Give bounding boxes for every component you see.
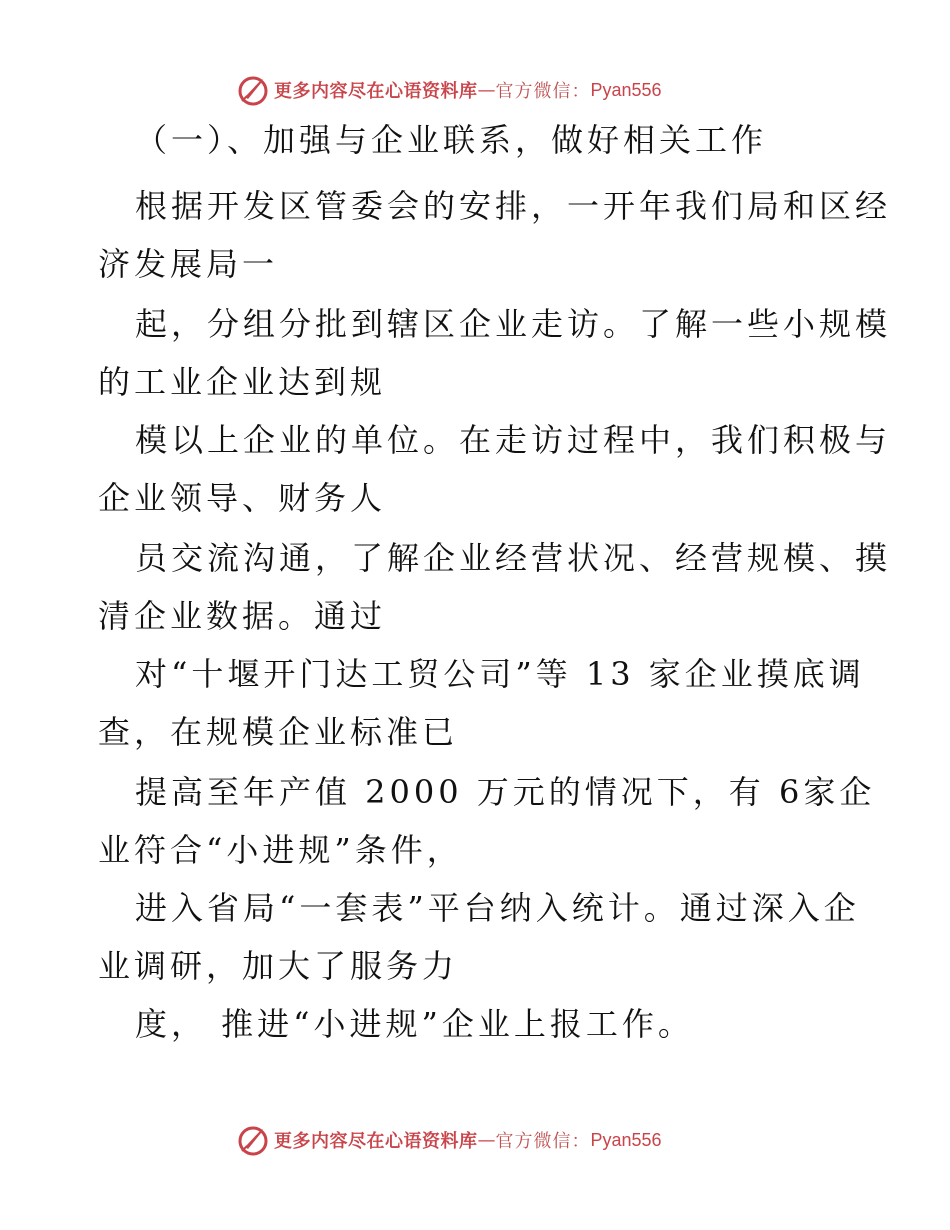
paragraph-line: 业调研，加大了服务力 (98, 947, 459, 985)
paragraph-line: 提高至年产值 2000 万元的情况下，有 6家企 (135, 773, 876, 811)
section-heading: （一）、加强与企业联系，做好相关工作 (135, 121, 768, 159)
footer-brand-text: 更多内容尽在心语资料库 (274, 1131, 478, 1152)
header-wechat-label: 官方微信： (495, 81, 591, 102)
paragraph-line: 清企业数据。通过 (98, 597, 387, 635)
header-banner (0, 70, 950, 110)
paragraph-line: 根据开发区管委会的安排，一开年我们局和区经 (135, 187, 892, 225)
footer-wechat-label: 官方微信： (495, 1131, 591, 1152)
paragraph-line: 进入省局“一套表”平台纳入统计。通过深入企 (135, 889, 860, 927)
footer-wechat-id: Pyan556 (590, 1129, 662, 1150)
header-brand-text: 更多内容尽在心语资料库 (274, 81, 478, 102)
paragraph-line: 查，在规模企业标准已 (98, 713, 459, 751)
paragraph-line: 企业领导、财务人 (98, 479, 387, 517)
paragraph-line: 济发展局一 (98, 245, 279, 283)
paragraph-line: 模以上企业的单位。在走访过程中，我们积极与 (135, 421, 892, 459)
paragraph-line: 的工业企业达到规 (98, 363, 387, 401)
quill-logo-icon (236, 1123, 270, 1157)
footer-banner (0, 1120, 950, 1160)
paragraph-line: 员交流沟通，了解企业经营状况、经营规模、摸 (135, 539, 892, 577)
quill-logo-icon (236, 73, 270, 107)
paragraph-line: 对“十堰开门达工贸公司”等 13 家企业摸底调 (135, 655, 865, 693)
header-wechat-id: Pyan556 (590, 79, 662, 100)
footer-separator: — (477, 1129, 496, 1151)
paragraph-line: 起，分组分批到辖区企业走访。了解一些小规模 (135, 305, 892, 343)
header-separator: — (477, 79, 496, 101)
paragraph-line: 度， 推进“小进规”企业上报工作。 (135, 1005, 694, 1043)
paragraph-line: 业符合“小进规”条件， (98, 831, 463, 869)
